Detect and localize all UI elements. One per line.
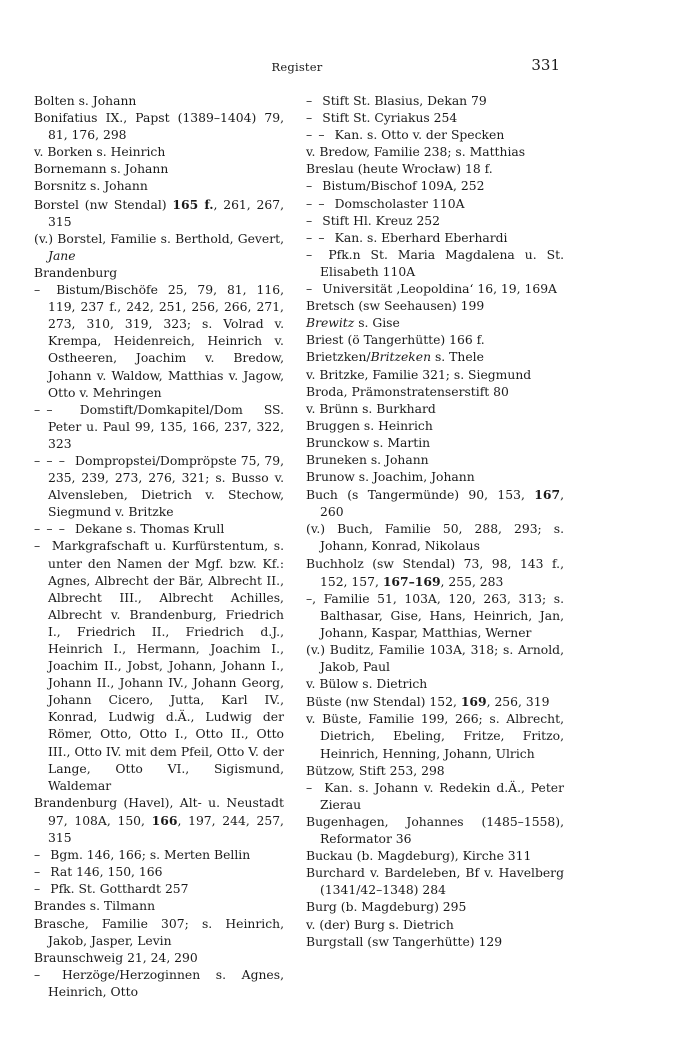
index-entry: – Pfk.n St. Maria Magdalena u. St. Elisabeth 110A: [306, 247, 564, 279]
index-entry: Bruneken s. Johann: [306, 452, 429, 467]
index-entry: Bugenhagen, Johannes (1485–1558), Reformator 36: [306, 814, 564, 847]
index-entry: (v.) Buch, Familie 50, 288, 293; s. Johann, Konrad, Nikolaus: [306, 522, 564, 554]
index-entry: Brasche, Familie 307; s. Heinrich, Jakob, Jasper, Levin: [34, 916, 284, 948]
index-entry: – – – Dekane s. Thomas Krull: [34, 522, 225, 537]
index-entry: – Pfk. St. Gotthardt 257: [34, 882, 189, 897]
index-entry: Bornemann s. Johann: [34, 162, 169, 177]
index-entry: Bruggen s. Heinrich: [306, 418, 433, 433]
index-entry: Bretsch (sw Seehausen) 199: [306, 299, 485, 314]
index-entry: – Rat 146, 150, 166: [34, 865, 163, 880]
index-entry: – Kan. s. Johann v. Redekin d.Ä., Peter Zierau: [306, 780, 564, 812]
index-entry: v. Brünn s. Burkhard: [306, 401, 436, 416]
index-entry: – Stift Hl. Kreuz 252: [306, 213, 441, 228]
index-entry: Brunckow s. Martin: [306, 435, 431, 450]
index-entry: – Bistum/Bischof 109A, 252: [306, 179, 485, 194]
index-entry: – Markgrafschaft u. Kurfürstentum, s. unter den Namen der Mgf. bzw. Kf.: Agnes, Albrecht der Bär, Albrecht II., Albrecht III., Albrecht Achilles, Albrecht v. Brandenburg, Friedrich I., Friedrich II., Friedrich d.J., Heinrich I., Hermann, Joachim I., Joachim II., Jobst, Johann, Johann I., Johann II., Johann IV., Johann Georg, Johann Cicero, Jutta, Karl IV., Konrad, Ludwig d.Ä., Ludwig der Römer, Otto, Otto I., Otto II., Otto III., Otto IV. mit dem Pfeil, Otto V. der Lange, Otto VI., Sigismund, Waldemar: [34, 539, 284, 793]
index-entry: – – Kan. s. Eberhard Eberhardi: [306, 230, 508, 245]
index-entry: – Universität ‚Leopoldina‘ 16, 19, 169A: [306, 282, 557, 297]
index-entry: Burgstall (sw Tangerhütte) 129: [306, 934, 503, 949]
index-entry: Breslau (heute Wrocław) 18 f.: [306, 162, 493, 177]
index-entry: Brietzken/Britzeken s. Thele: [306, 350, 484, 365]
index-entry: Burg (b. Magdeburg) 295: [306, 900, 467, 915]
index-entry: – Stift St. Blasius, Dekan 79: [306, 94, 487, 108]
index-entry: Bolten s. Johann: [34, 94, 137, 108]
index-entry: Burchard v. Bardeleben, Bf v. Havelberg (1341/42–1348) 284: [306, 866, 564, 898]
page-number: 331: [531, 56, 560, 74]
index-entry: – – Domstift/Domkapitel/Dom SS. Peter u. Paul 99, 135, 166, 237, 322, 323: [34, 402, 284, 451]
index-entry: Borsnitz s. Johann: [34, 179, 148, 194]
index-entry: – Herzöge/Herzoginnen s. Agnes, Heinrich, Otto: [34, 967, 284, 999]
index-entry: Braunschweig 21, 24, 290: [34, 950, 198, 965]
index-entry: Brandenburg (Havel), Alt- u. Neustadt 97, 108A, 150, 166, 197, 244, 257, 315: [34, 795, 284, 846]
index-entry: Bützow, Stift 253, 298: [306, 763, 445, 778]
index-entry: (v.) Borstel, Familie s. Berthold, Gevert, Jane: [34, 231, 284, 263]
index-entry: – Stift St. Cyriakus 254: [306, 111, 458, 126]
index-entry: – Bistum/Bischöfe 25, 79, 81, 116, 119, 237 f., 242, 251, 256, 266, 271, 273, 310, 319, 323; s. Volrad v. Krempa, Heidenreich, Heinrich v. Ostheeren, Joachim v. Bredow, Johann v. Waldow, Matthias v. Jagow, Otto v. Mehringen: [34, 283, 284, 400]
page-header: [34, 56, 560, 80]
index-entry: v. Borken s. Heinrich: [34, 145, 166, 160]
index-entry: Brewitz s. Gise: [306, 316, 400, 331]
index-entry: Broda, Prämonstratenserstift 80: [306, 384, 509, 399]
index-entry: Bonifatius IX., Papst (1389–1404) 79, 81, 176, 298: [34, 111, 284, 143]
index-entry: Buckau (b. Magdeburg), Kirche 311: [306, 849, 532, 864]
index-entry: v. Bülow s. Dietrich: [306, 677, 428, 692]
index-entry: – Bgm. 146, 166; s. Merten Bellin: [34, 848, 251, 863]
running-title: Register: [271, 60, 323, 74]
index-entry: Briest (ö Tangerhütte) 166 f.: [306, 333, 485, 348]
index-entry: v. Bredow, Familie 238; s. Matthias: [306, 145, 526, 160]
index-entry: Brandes s. Tilmann: [34, 899, 156, 914]
index-entry: – – Kan. s. Otto v. der Specken: [306, 128, 505, 143]
index-entry: (v.) Buditz, Familie 103A, 318; s. Arnold, Jakob, Paul: [306, 643, 564, 675]
index-entry: – – Domscholaster 110A: [306, 196, 465, 211]
index-entry: – – – Dompropstei/Dompröpste 75, 79, 235, 239, 273, 276, 321; s. Busso v. Alvensleben, Dietrich v. Stechow, Siegmund v. Britzke: [34, 453, 284, 520]
index-column-left: [34, 93, 284, 1001]
index-entry: –, Familie 51, 103A, 120, 263, 313; s. Balthasar, Gise, Hans, Heinrich, Jan, Johann, Kaspar, Matthias, Werner: [306, 591, 564, 640]
index-entry: v. Büste, Familie 199, 266; s. Albrecht, Dietrich, Ebeling, Fritze, Fritzo, Heinrich, Henning, Johann, Ulrich: [306, 712, 564, 761]
index-entry: Buchholz (sw Stendal) 73, 98, 143 f., 152, 157, 167–169, 255, 283: [306, 556, 564, 589]
index-entry: Brunow s. Joachim, Johann: [306, 470, 475, 485]
index-entry: Buch (s Tangermünde) 90, 153, 167, 260: [306, 487, 564, 520]
index-entry: v. Britzke, Familie 321; s. Siegmund: [306, 367, 532, 382]
index-entry: v. (der) Burg s. Dietrich: [306, 917, 454, 932]
index-entry: Büste (nw Stendal) 152, 169, 256, 319: [306, 694, 550, 710]
index-entry: Brandenburg: [34, 265, 118, 280]
index-entry: Borstel (nw Stendal) 165 f., 261, 267, 315: [34, 196, 284, 229]
index-column-right: [306, 93, 564, 951]
